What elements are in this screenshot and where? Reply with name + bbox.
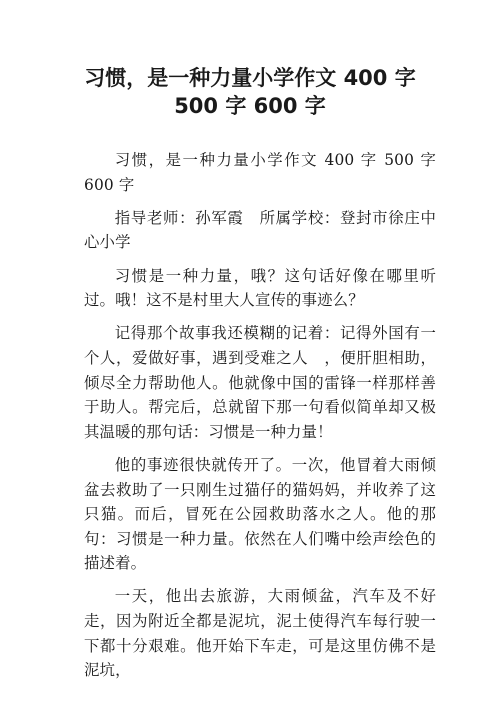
paragraph-teacher-school: 指导老师：孙军霞 所属学校：登封市徐庄中心小学: [84, 208, 436, 252]
paragraph-subtitle: 习惯，是一种力量小学作文 400 字 500 字 600 字: [84, 151, 436, 194]
paragraph-intro: 习惯是一种力量，哦？这句话好像在哪里听过。哦！这不是村里大人宣传的事迹么？: [84, 266, 436, 310]
document-title-line-1: 习惯，是一种力量小学作文 400 字: [84, 66, 416, 90]
paragraph-trip: 一天，他出去旅游，大雨倾盆，汽车及不好走，因为附近全都是泥坑，泥土使得汽车每行驶一下都十分艰难。他开始下车走，可是这里仿佛不是泥坑，: [84, 587, 436, 680]
paragraph-story: 记得那个故事我还模糊的记着：记得外国有一个人，爱做好事，遇到受难之人 ，便肝胆相助，倾尽全力帮助他人。他就像中国的雷锋一样那样善于助人。帮完后，总就留下那一句看似简单却又极其温暖的那句话：习惯是一种力量！: [84, 324, 436, 441]
document-body: [84, 148, 436, 691]
paragraph-deeds: 他的事迹很快就传开了。一次，他冒着大雨倾盆去救助了一只刚生过猫仔的猫妈妈，并收养了这只猫。而后，冒死在公园救助落水之人。他的那句：习惯是一种力量。依然在人们嘴中绘声绘色的描述着。: [84, 455, 436, 573]
document-title-line-2: 500 字 600 字: [174, 94, 326, 118]
